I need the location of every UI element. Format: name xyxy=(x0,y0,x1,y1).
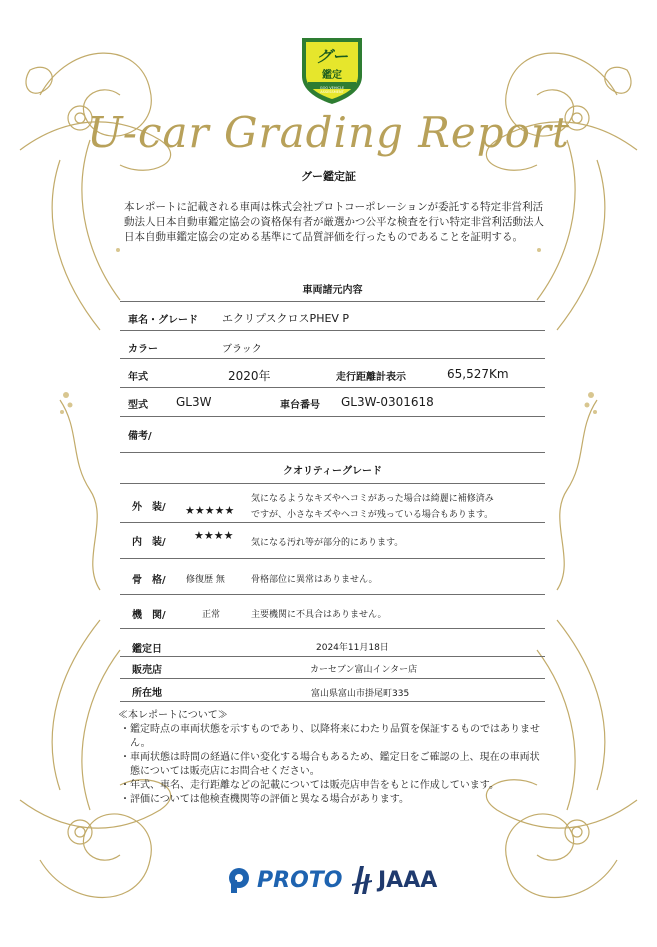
note-item: ・ 評価については他検査機関等の評価と異なる場合があります。 xyxy=(120,794,409,805)
proto-logo xyxy=(225,866,342,894)
proto-logo-text: PROTO xyxy=(257,867,343,893)
notes-heading: ≪本レポートについて≫ xyxy=(118,710,228,721)
jaaa-logo-text: JAAA xyxy=(378,867,438,893)
assessment-date-value: 2024年11月18日 xyxy=(316,643,389,653)
note-item: ・ 年式、車名、走行距離などの記載については販売店申告をもとに作成しています。 xyxy=(120,780,499,791)
divider xyxy=(120,483,545,484)
frame-desc: 骨格部位に異常はありません。 xyxy=(251,575,378,585)
divider xyxy=(120,301,545,302)
frame-rating: 修復歴 無 xyxy=(186,575,225,585)
address-value: 富山県富山市掛尾町335 xyxy=(311,689,410,699)
mileage-label: 走行距離計表示 xyxy=(336,372,406,383)
chassis-number-value: GL3W-0301618 xyxy=(341,395,434,409)
address-label: 所在地 xyxy=(132,688,162,699)
divider xyxy=(120,358,545,359)
model-code-value: GL3W xyxy=(176,395,212,409)
divider xyxy=(120,387,545,388)
specs-section-title: 車両諸元内容 xyxy=(302,285,363,296)
exterior-label: 外 装/ xyxy=(132,502,166,513)
remarks-label: 備考/ xyxy=(128,431,152,442)
interior-label: 内 装/ xyxy=(132,537,166,548)
divider xyxy=(120,452,545,453)
divider xyxy=(120,330,545,331)
note-item: ・ 車両状態は時間の経過に伴い変化する場合もあるため、鑑定日をご確認の上、現在の車両状態については販売店にお問合せください。 xyxy=(120,752,540,777)
exterior-rating: ★★★★★ xyxy=(185,504,235,517)
year-value: 2020年 xyxy=(228,369,271,383)
jaaa-mark-icon xyxy=(350,864,374,896)
note-item: ・ 鑑定時点の車両状態を示すものであり、以降将来にわたり品質を保証するものではありません。 xyxy=(120,724,540,749)
mileage-value: 65,527Km xyxy=(447,367,509,381)
model-code-label: 型式 xyxy=(128,400,148,411)
interior-rating: ★★★★ xyxy=(194,529,234,542)
engine-label: 機 関/ xyxy=(132,610,166,621)
divider xyxy=(120,416,545,417)
assessment-date-label: 鑑定日 xyxy=(132,644,162,655)
report-notes xyxy=(118,709,543,807)
divider xyxy=(120,701,545,702)
car-name-value: エクリプスクロスPHEV P xyxy=(222,312,350,325)
divider xyxy=(120,558,545,559)
exterior-desc-line1: 気になるようなキズやヘコミがあった場合は綺麗に補修済み xyxy=(251,494,494,504)
badge-goo-text: グー xyxy=(315,47,348,66)
engine-rating: 正常 xyxy=(202,610,221,620)
color-value: ブラック xyxy=(222,344,262,355)
year-label: 年式 xyxy=(128,372,148,383)
frame-label: 骨 格/ xyxy=(132,575,166,586)
proto-mark-icon xyxy=(225,866,255,894)
certification-statement: 本レポートに記載される車両は株式会社プロトコーポレーションが委託する特定非営利活動法人日本自動車鑑定協会の資格保有者が厳選かつ公平な検査を行い特定非営利活動法人日本自動車鑑定協会の定める基準にて品質評価を行ったものであることを証明する。 xyxy=(124,201,544,243)
car-name-label: 車名・グレード xyxy=(128,315,198,326)
badge-kantei-text: 鑑定 xyxy=(322,70,342,81)
badge-caption: GOO VEHICLE ASSESSMENT xyxy=(319,86,345,94)
divider xyxy=(120,656,545,657)
engine-desc: 主要機関に不具合はありません。 xyxy=(251,610,387,620)
report-title: U-car Grading Report xyxy=(87,108,570,157)
report-subtitle: グー鑑定証 xyxy=(301,170,356,183)
divider xyxy=(120,522,545,523)
quality-section-title: クオリティーグレード xyxy=(283,466,382,477)
color-label: カラー xyxy=(128,344,158,355)
divider xyxy=(120,594,545,595)
dealer-label: 販売店 xyxy=(132,665,162,676)
divider xyxy=(120,628,545,629)
exterior-desc-line2: ですが、小さなキズやヘコミが残っている場合もあります。 xyxy=(251,510,494,520)
divider xyxy=(120,678,545,679)
chassis-number-label: 車台番号 xyxy=(280,400,320,411)
interior-desc: 気になる汚れ等が部分的にあります。 xyxy=(251,538,404,548)
dealer-value: カーセブン富山インター店 xyxy=(310,665,418,675)
jaaa-logo xyxy=(350,864,437,896)
